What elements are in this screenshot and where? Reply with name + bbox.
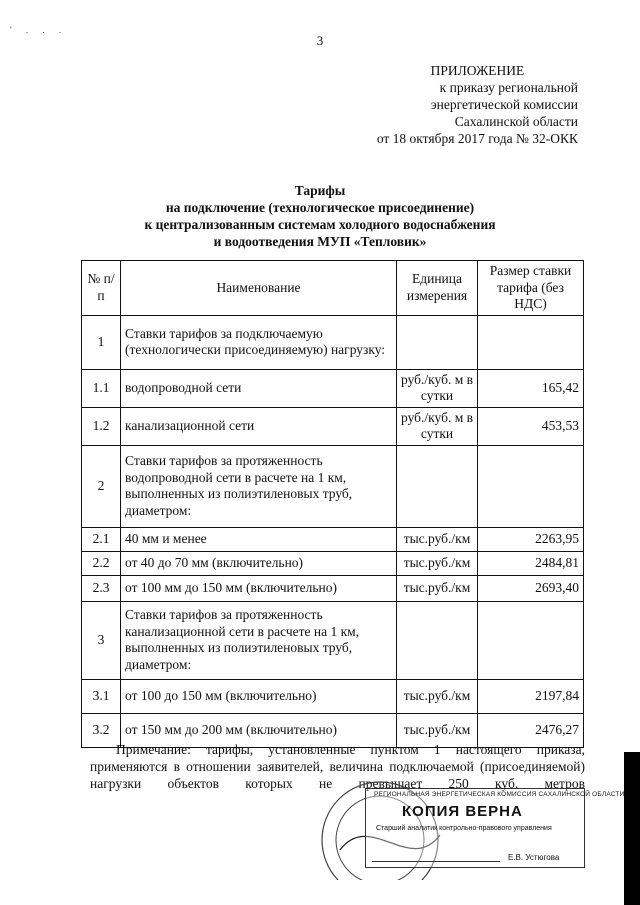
appendix-line: энергетической комиссии: [430, 97, 578, 112]
appendix-title: ПРИЛОЖЕНИЕ: [430, 63, 525, 78]
table-row: [82, 679, 584, 713]
table-row: [82, 315, 584, 369]
row-name: водопроводной сети: [121, 369, 397, 407]
row-name: Ставки тарифов за подключаемую (технологически присоединяемую) нагрузку:: [121, 315, 397, 369]
table-row: [82, 445, 584, 527]
stamp-org: РЕГИОНАЛЬНАЯ ЭНЕРГЕТИЧЕСКАЯ КОМИССИЯ САХАЛИНСКОЙ ОБЛАСТИ: [374, 791, 625, 798]
row-name: от 150 мм до 200 мм (включительно): [121, 713, 397, 747]
row-name: Ставки тарифов за протяженность канализационной сети в расчете на 1 км, выполненных из полиэтиленовых труб, диаметром:: [121, 601, 397, 679]
title-line: Тарифы: [294, 183, 346, 198]
row-unit: руб./куб. м в сутки: [397, 369, 478, 407]
title-line: и водоотведения МУП «Тепловик»: [213, 234, 427, 249]
tariff-table: [81, 260, 584, 748]
stamp-signer: Е.В. Устюгова: [508, 853, 560, 862]
row-num: 3: [82, 601, 121, 679]
row-num: 2: [82, 445, 121, 527]
row-value: [478, 445, 584, 527]
document-title: [80, 182, 560, 250]
appendix-date: от 18 октября 2017 года № 32-ОКК: [376, 131, 578, 146]
row-num: 3.1: [82, 679, 121, 713]
row-unit: руб./куб. м в сутки: [397, 407, 478, 445]
header-size: Размер ставки тарифа (без НДС): [478, 261, 584, 316]
row-name: Ставки тарифов за протяженность водопроводной сети в расчете на 1 км, выполненных из полиэтиленовых труб, диаметром:: [121, 445, 397, 527]
row-value: [478, 315, 584, 369]
table-row: [82, 407, 584, 445]
table-header-row: [82, 261, 584, 316]
row-value: 2476,27: [478, 713, 584, 747]
header-name: Наименование: [121, 261, 397, 316]
row-value: 2484,81: [478, 551, 584, 575]
row-num: 1.1: [82, 369, 121, 407]
table-row: [82, 601, 584, 679]
corner-marks: ' . . .: [10, 25, 68, 35]
row-unit: [397, 445, 478, 527]
note-text: Примечание: тарифы, установленные пунктом 1 настоящего приказа, применяются в отношении заявителей, величина подключаемой (присоединяемой) нагрузки объектов которых не превышает 250 куб. метров: [90, 742, 585, 791]
row-unit: тыс.руб./км: [397, 527, 478, 551]
appendix-line: Сахалинской области: [454, 114, 578, 129]
row-unit: тыс.руб./км: [397, 713, 478, 747]
table-row: [82, 369, 584, 407]
stamp-copy-label: КОПИЯ ВЕРНА: [402, 803, 523, 820]
row-num: 3.2: [82, 713, 121, 747]
table-row: [82, 527, 584, 551]
row-value: 2693,40: [478, 575, 584, 601]
row-unit: тыс.руб./км: [397, 575, 478, 601]
signature-line: [372, 861, 500, 862]
title-line: на подключение (технологическое присоединение): [165, 200, 475, 215]
copy-stamp: [365, 788, 625, 868]
header-num: № п/п: [82, 261, 121, 316]
row-name: 40 мм и менее: [121, 527, 397, 551]
row-num: 1: [82, 315, 121, 369]
header-unit: Единица измерения: [397, 261, 478, 316]
row-num: 1.2: [82, 407, 121, 445]
row-value: 2263,95: [478, 527, 584, 551]
appendix-block: [377, 62, 578, 147]
appendix-line: к приказу региональной: [439, 80, 578, 95]
row-name: от 40 до 70 мм (включительно): [121, 551, 397, 575]
row-name: канализационной сети: [121, 407, 397, 445]
row-value: 453,53: [478, 407, 584, 445]
row-value: 2197,84: [478, 679, 584, 713]
stamp-position: Старший аналитик контрольно-правового управления: [376, 825, 552, 832]
page-number: 3: [316, 33, 324, 48]
row-value: [478, 601, 584, 679]
row-name: от 100 мм до 150 мм (включительно): [121, 575, 397, 601]
table-row: [82, 551, 584, 575]
row-name: от 100 до 150 мм (включительно): [121, 679, 397, 713]
row-num: 2.1: [82, 527, 121, 551]
row-unit: тыс.руб./км: [397, 679, 478, 713]
row-num: 2.3: [82, 575, 121, 601]
scan-edge-bar: [624, 752, 640, 905]
table-row: [82, 575, 584, 601]
row-unit: [397, 601, 478, 679]
row-unit: тыс.руб./км: [397, 551, 478, 575]
row-unit: [397, 315, 478, 369]
row-num: 2.2: [82, 551, 121, 575]
title-line: к централизованным системам холодного водоснабжения: [144, 217, 496, 232]
row-value: 165,42: [478, 369, 584, 407]
